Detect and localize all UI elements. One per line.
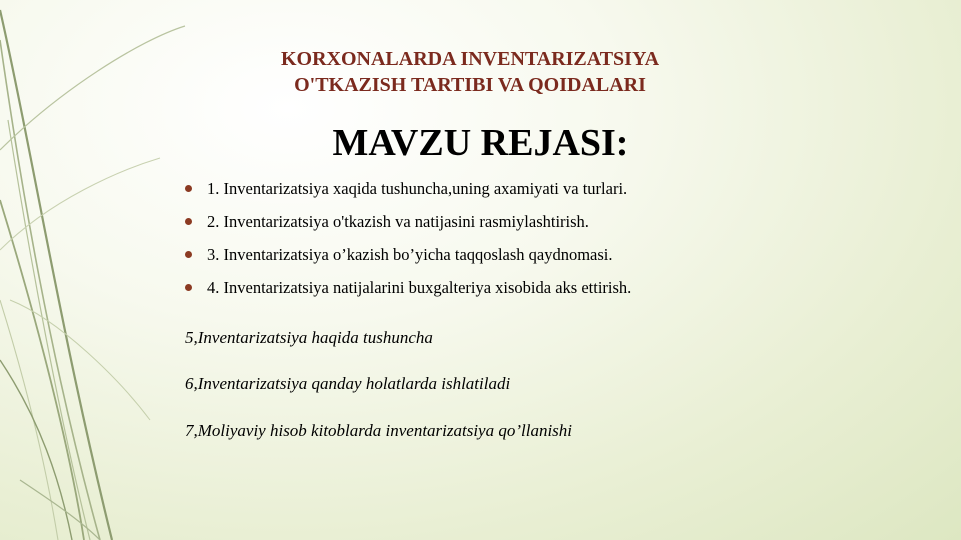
list-item-text: 2. Inventarizatsiya o'tkazish va natijasini rasmiylashtirish. — [207, 212, 589, 231]
extra-item-5: 5,Inventarizatsiya haqida tushuncha — [185, 328, 433, 347]
list-item — [185, 211, 631, 233]
slide-title — [160, 46, 780, 98]
bullet-dot-icon — [185, 218, 192, 225]
bullet-dot-icon — [185, 185, 192, 192]
extra-item-6: 6,Inventarizatsiya qanday holatlarda ishlatiladi — [185, 374, 511, 393]
bullet-dot-icon — [185, 284, 192, 291]
bullet-dot-icon — [185, 251, 192, 258]
plan-bullet-list — [185, 178, 631, 310]
list-item — [185, 244, 631, 266]
extra-item-7: 7,Moliyaviy hisob kitoblarda inventarizatsiya qo’llanishi — [185, 421, 573, 440]
list-item — [185, 277, 631, 299]
slide-title-line-1: KORXONALARDA INVENTARIZATSIYA — [280, 48, 660, 70]
list-item — [185, 178, 631, 200]
list-item-text: 1. Inventarizatsiya xaqida tushuncha,uning axamiyati va turlari. — [207, 179, 628, 198]
section-heading: MAVZU REJASI: — [332, 122, 629, 164]
list-item-text: 3. Inventarizatsiya o’kazish bo’yicha taqqoslash qaydnomasi. — [207, 245, 613, 264]
list-item-text: 4. Inventarizatsiya natijalarini buxgalteriya xisobida aks ettirish. — [207, 278, 632, 297]
slide-title-line-2: O'TKAZISH TARTIBI VA QOIDALARI — [294, 74, 646, 96]
